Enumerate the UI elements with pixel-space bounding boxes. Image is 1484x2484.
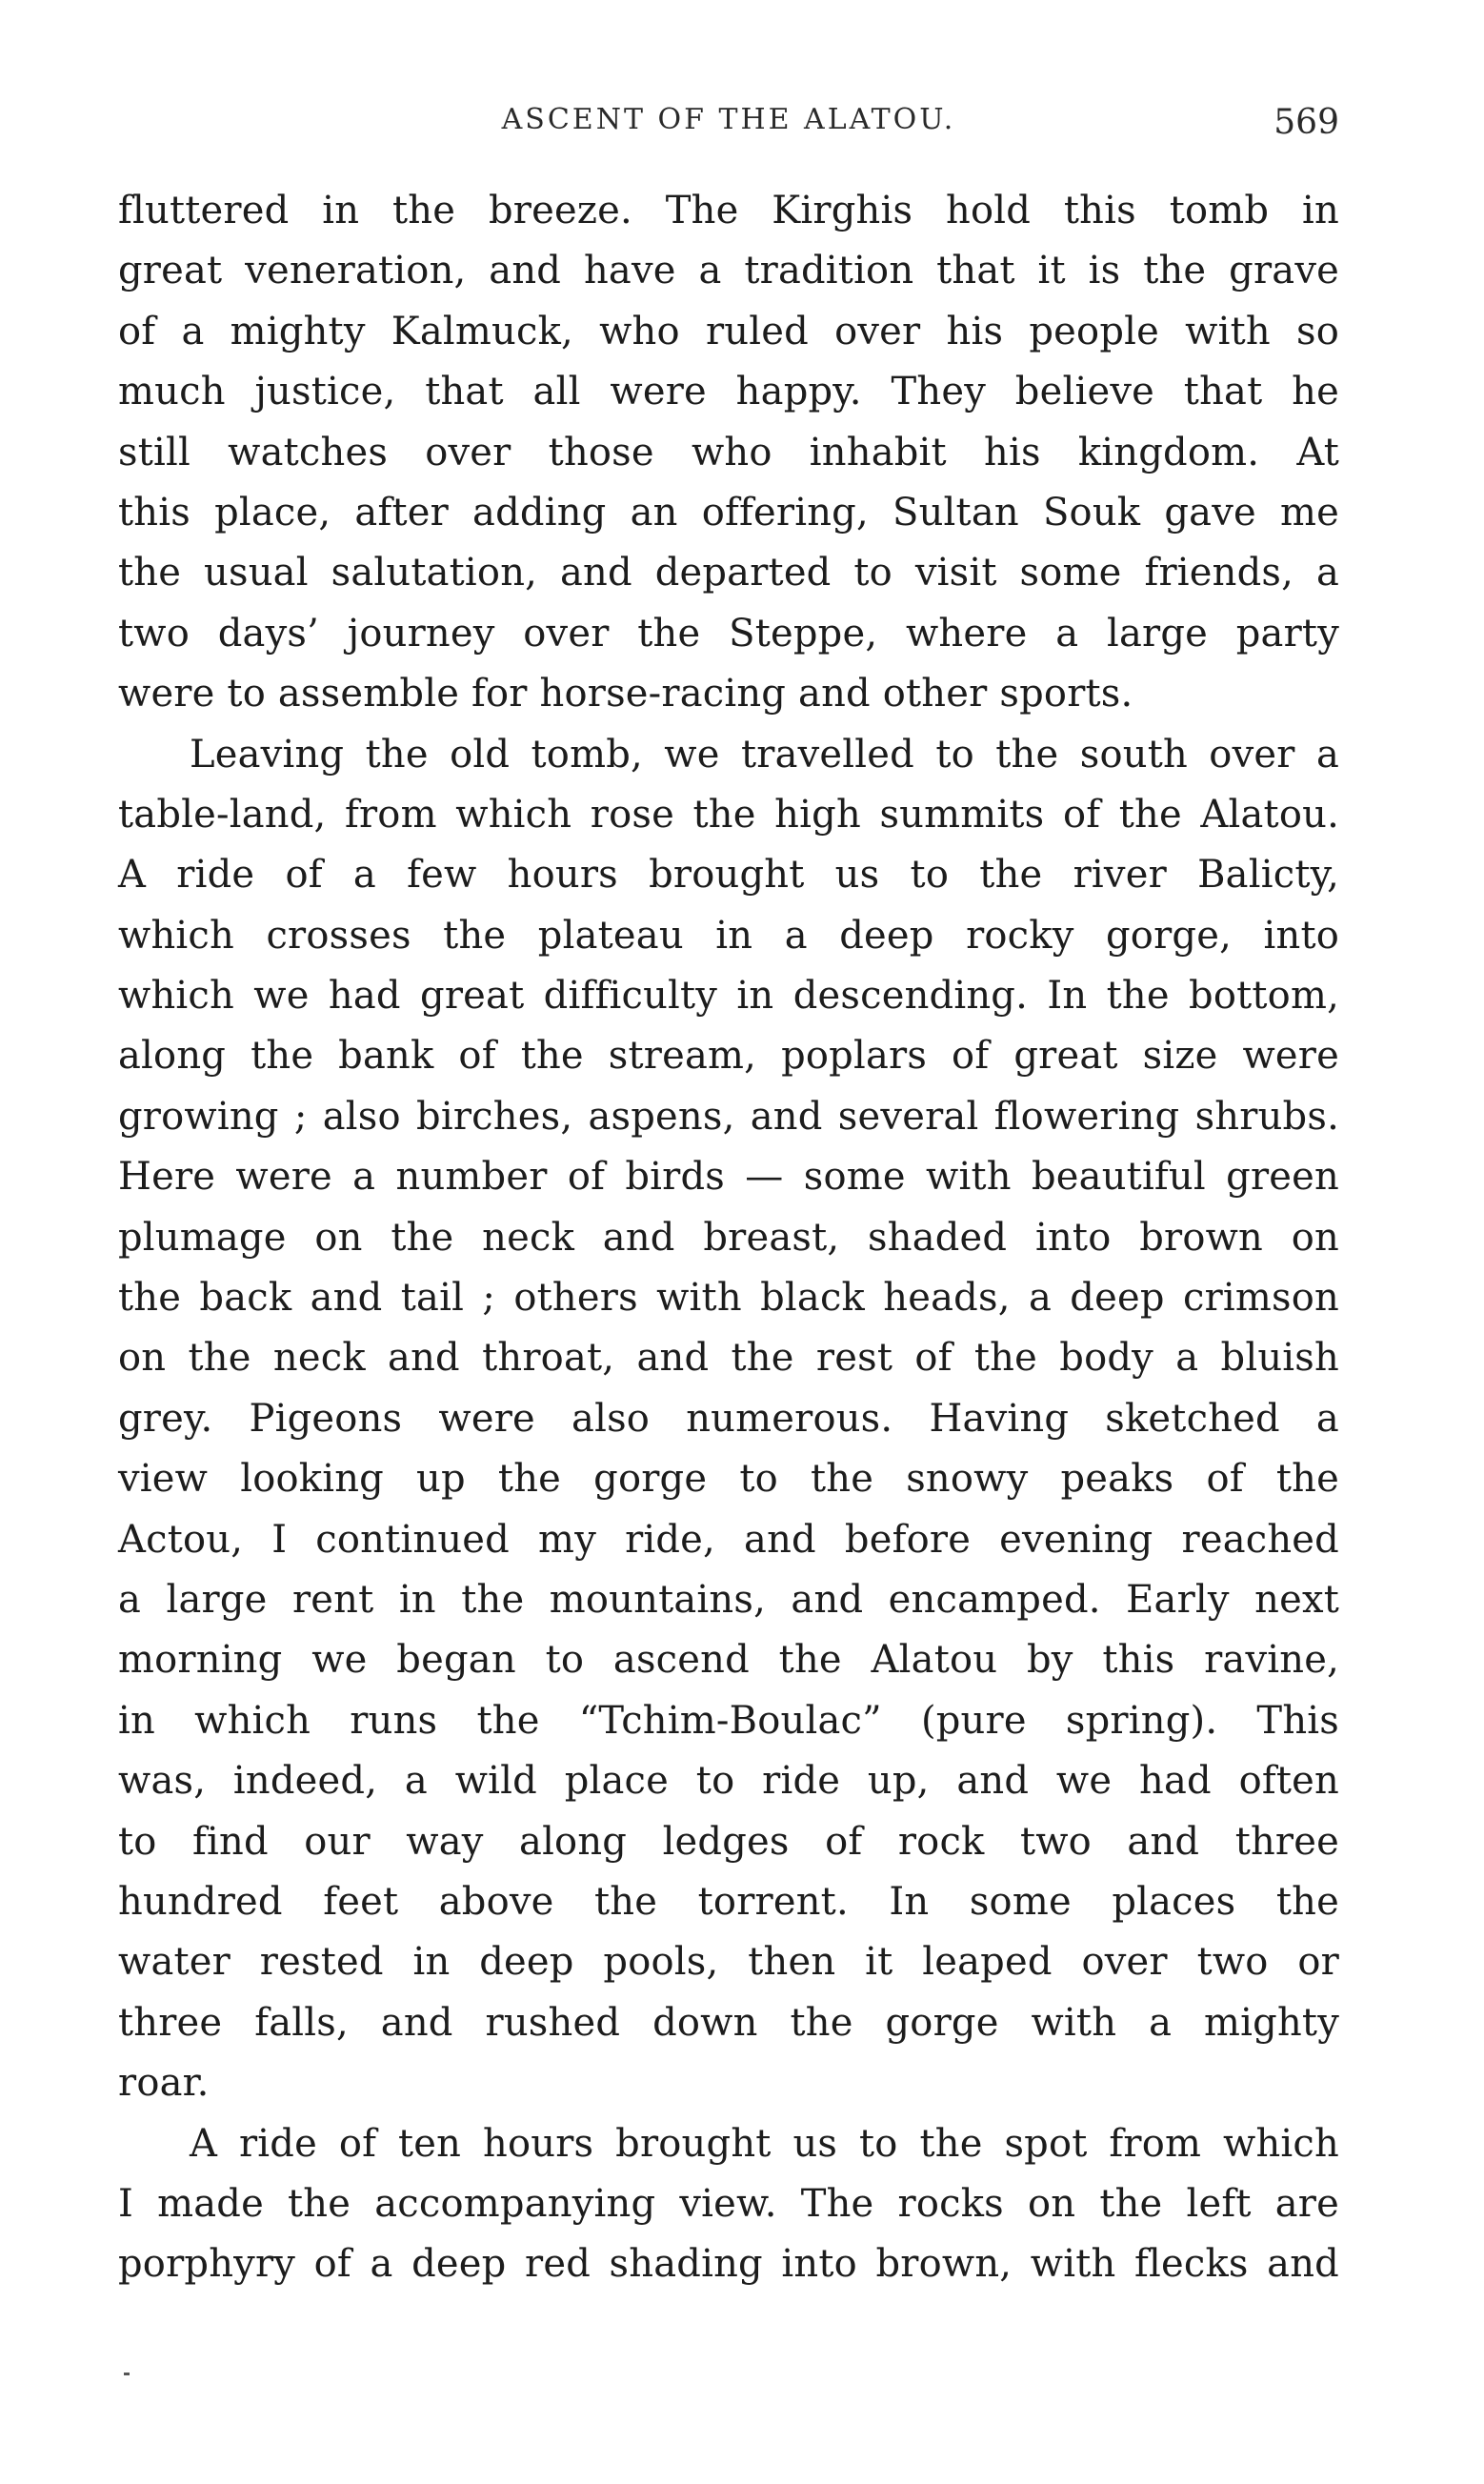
text-line: still watches over those who inhabit his kingdom. At [118, 430, 1339, 475]
text-line: hundred feet above the torrent. In some places the [118, 1879, 1339, 1924]
page-blemish [124, 2373, 130, 2375]
text-line: much justice, that all were happy. They believe that he [118, 370, 1339, 414]
text-line: plumage on the neck and breast, shaded into brown on [118, 1215, 1339, 1260]
text-line: were to assemble for horse-racing and other sports. [118, 672, 1133, 717]
text-line: Here were a number of birds — some with beautiful green [118, 1155, 1339, 1200]
text-line: grey. Pigeons were also numerous. Having sketched a [118, 1396, 1339, 1441]
page-header [118, 103, 1339, 149]
text-line: of a mighty Kalmuck, who ruled over his people with so [118, 309, 1339, 353]
text-line: porphyry of a deep red shading into brown, with flecks and [118, 2242, 1339, 2287]
text-line: along the bank of the stream, poplars of great size were [118, 1034, 1339, 1079]
body-text [118, 181, 1339, 2295]
text-line: this place, after adding an offering, Sultan Souk gave me [118, 490, 1339, 535]
text-line: in which runs the “Tchim-Boulac” (pure spring). This [118, 1698, 1339, 1743]
text-line: roar. [118, 2061, 210, 2106]
text-line: a large rent in the mountains, and encamped. Early next [118, 1577, 1339, 1622]
text-line: was, indeed, a wild place to ride up, and we had often [118, 1759, 1339, 1804]
text-line: A ride of ten hours brought us to the spot from which [190, 2121, 1339, 2166]
text-line: Leaving the old tomb, we travelled to the south over a [190, 732, 1339, 777]
text-line: A ride of a few hours brought us to the river Balicty, [118, 853, 1339, 898]
text-line: to find our way along ledges of rock two and three [118, 1819, 1339, 1864]
text-line: water rested in deep pools, then it leaped over two or [118, 1940, 1339, 1985]
page-number: 569 [1273, 103, 1339, 142]
text-line: three falls, and rushed down the gorge with a mighty [118, 2000, 1339, 2045]
text-line: the back and tail ; others with black heads, a deep crimson [118, 1276, 1339, 1321]
text-line: great veneration, and have a tradition that it is the grave [118, 249, 1339, 293]
text-line: view looking up the gorge to the snowy peaks of the [118, 1457, 1339, 1502]
running-head: ASCENT OF THE ALATOU. [501, 103, 956, 136]
text-line: fluttered in the breeze. The Kirghis hold this tomb in [118, 189, 1339, 232]
text-line: on the neck and throat, and the rest of the body a bluish [118, 1336, 1339, 1381]
text-line: two days’ journey over the Steppe, where a large party [118, 611, 1339, 656]
text-line: morning we began to ascend the Alatou by this ravine, [118, 1638, 1339, 1683]
text-line: growing ; also birches, aspens, and several flowering shrubs. [118, 1094, 1339, 1139]
text-line: table-land, from which rose the high summits of the Alatou. [118, 792, 1339, 837]
text-line: I made the accompanying view. The rocks on the left are [118, 2181, 1339, 2226]
text-line: Actou, I continued my ride, and before evening reached [118, 1517, 1339, 1562]
text-line: which we had great difficulty in descending. In the bottom, [118, 974, 1339, 1019]
text-line: the usual salutation, and departed to visit some friends, a [118, 551, 1339, 596]
text-line: which crosses the plateau in a deep rocky gorge, into [118, 913, 1339, 958]
